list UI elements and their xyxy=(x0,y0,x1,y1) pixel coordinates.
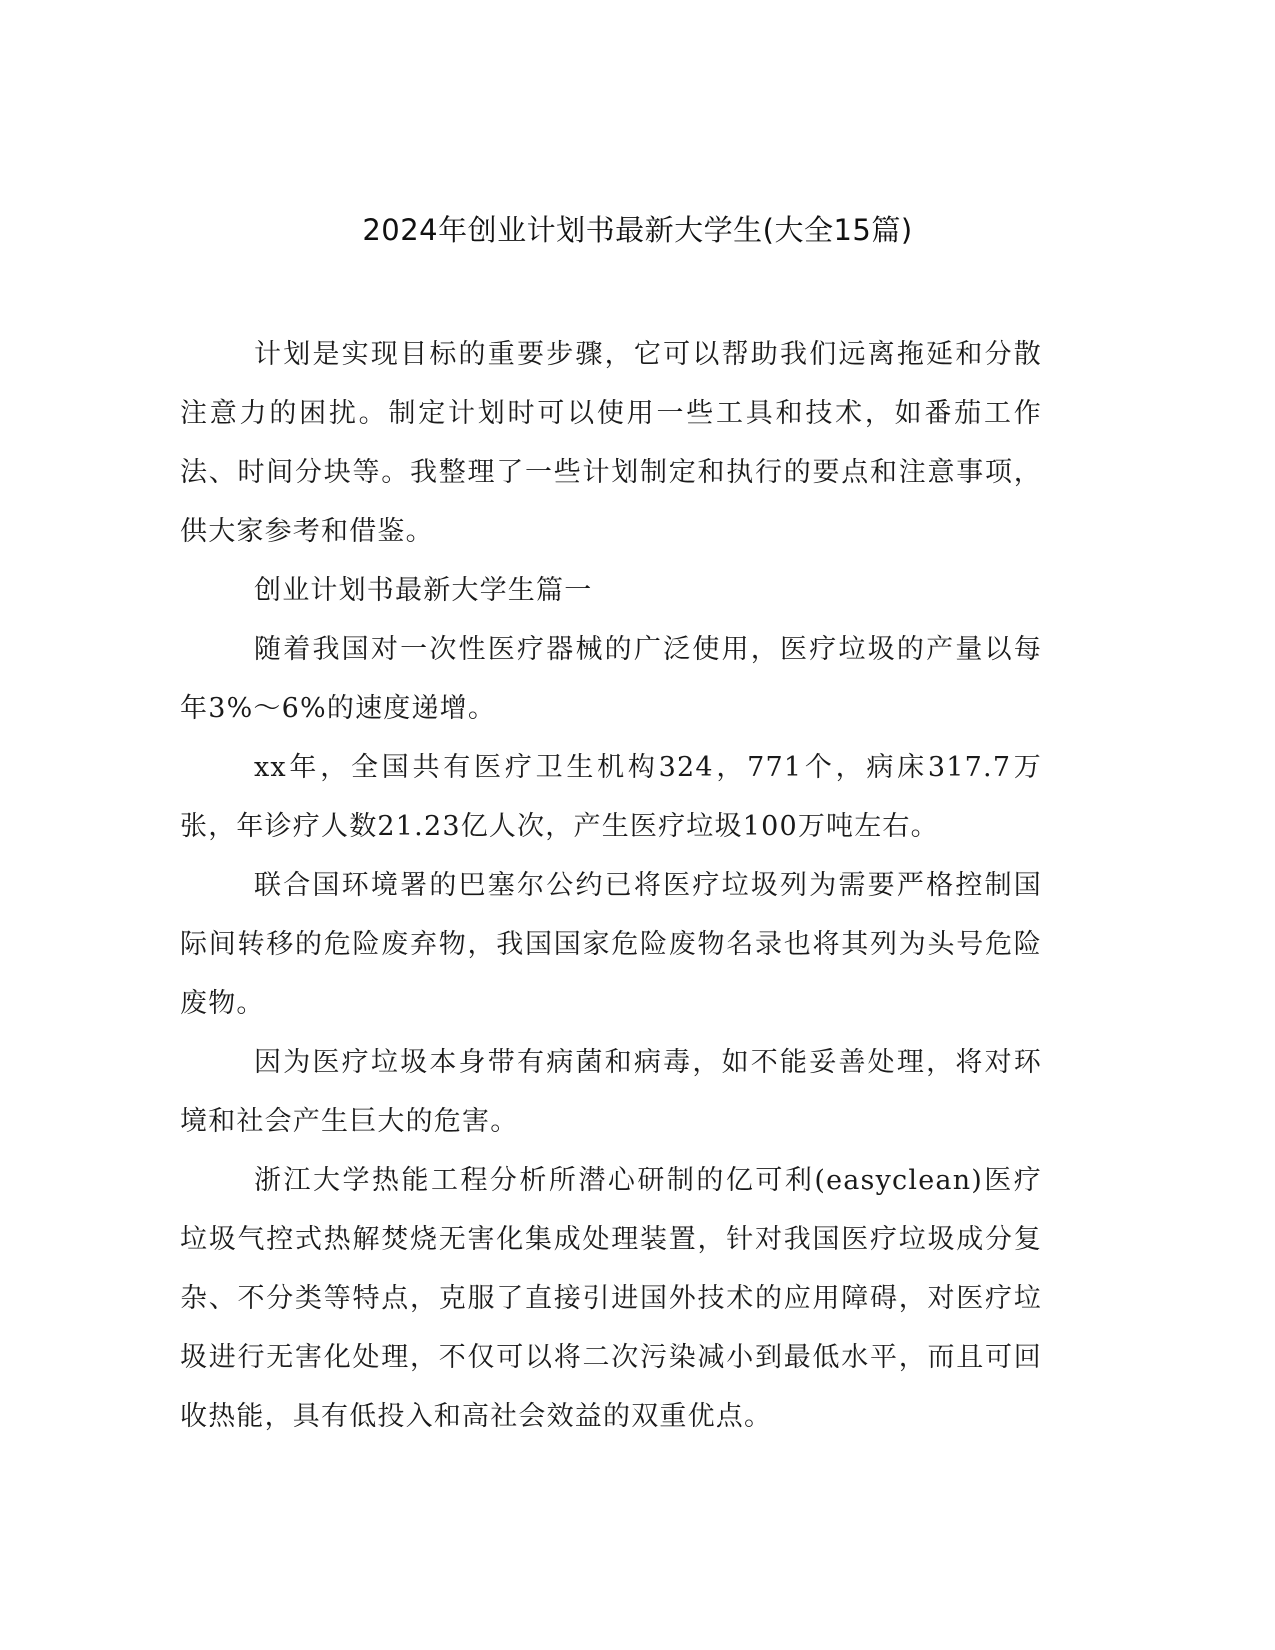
body-paragraph: 浙江大学热能工程分析所潜心研制的亿可利(easyclean)医疗垃圾气控式热解焚烧无害化集成处理装置，针对我国医疗垃圾成分复杂、不分类等特点，克服了直接引进国外技术的应用障碍，对医疗垃圾进行无害化处理，不仅可以将二次污染减小到最低水平，而且可回收热能，具有低投入和高社会效益的双重优点。 xyxy=(180,1165,1042,1432)
section-heading: 创业计划书最新大学生篇一 xyxy=(254,575,593,606)
intro-paragraph: 计划是实现目标的重要步骤，它可以帮助我们远离拖延和分散注意力的困扰。制定计划时可以使用一些工具和技术，如番茄工作法、时间分块等。我整理了一些计划制定和执行的要点和注意事项，供大家参考和借鉴。 xyxy=(180,339,1042,547)
body-paragraph: 联合国环境署的巴塞尔公约已将医疗垃圾列为需要严格控制国际间转移的危险废弃物，我国国家危险废物名录也将其列为头号危险废物。 xyxy=(180,870,1042,1019)
body-paragraph: 因为医疗垃圾本身带有病菌和病毒，如不能妥善处理，将对环境和社会产生巨大的危害。 xyxy=(180,1047,1042,1137)
document-title: 2024年创业计划书最新大学生(大全15篇) xyxy=(362,213,913,247)
body-paragraph: 随着我国对一次性医疗器械的广泛使用，医疗垃圾的产量以每年3%～6%的速度递增。 xyxy=(180,634,1042,724)
document-body xyxy=(180,325,1042,1446)
body-paragraph: xx年，全国共有医疗卫生机构324，771个，病床317.7万张，年诊疗人数21.23亿人次，产生医疗垃圾100万吨左右。 xyxy=(180,752,1042,842)
